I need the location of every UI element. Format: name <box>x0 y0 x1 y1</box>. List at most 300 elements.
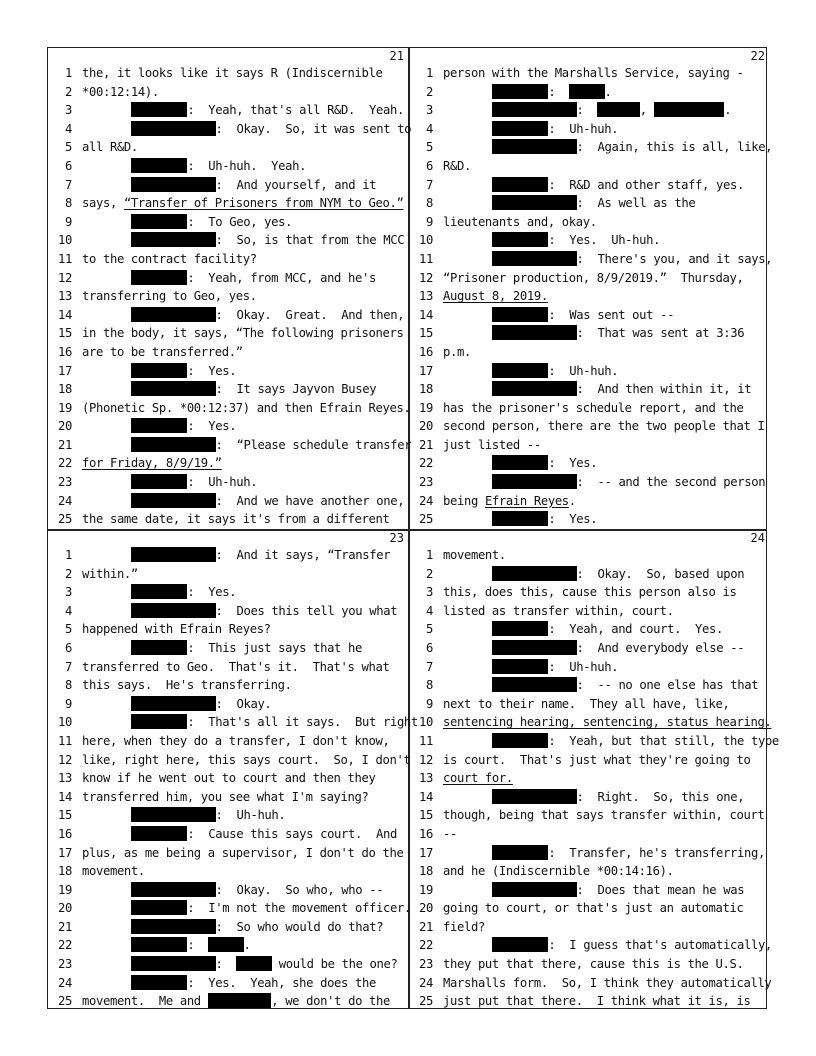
text-segment <box>82 827 131 841</box>
transcript-line <box>409 138 773 157</box>
transcript-line <box>409 695 769 714</box>
line-number: 11 <box>419 733 433 748</box>
line-text <box>443 769 513 788</box>
redaction-box <box>492 937 548 952</box>
line-number: 7 <box>65 177 72 192</box>
redaction-box <box>131 975 187 990</box>
text-segment: know if he went out to court and then they <box>82 771 376 786</box>
transcript-line <box>409 974 772 993</box>
line-number: 7 <box>426 659 433 674</box>
text-segment <box>443 382 492 396</box>
line-number: 25 <box>419 512 433 527</box>
line-number: 4 <box>65 603 72 618</box>
line-number: 8 <box>65 196 72 211</box>
line-text <box>443 231 660 250</box>
page-number: 24 <box>750 531 765 545</box>
line-number: 9 <box>65 214 72 229</box>
line-text <box>443 751 750 770</box>
line-text <box>443 492 576 511</box>
line-number: 1 <box>426 66 433 80</box>
line-number: 8 <box>426 678 433 693</box>
line-number: 16 <box>419 344 433 359</box>
transcript-line <box>48 974 408 993</box>
text-segment: -- <box>443 826 457 841</box>
line-number: 20 <box>419 419 433 434</box>
line-text <box>82 64 382 83</box>
redaction-box <box>492 845 548 860</box>
line-text <box>82 120 411 139</box>
redaction-box <box>131 437 216 452</box>
text-segment: all R&D. <box>82 140 138 155</box>
text-segment <box>82 382 131 396</box>
line-number: 6 <box>426 640 433 655</box>
redaction-box <box>131 882 216 897</box>
text-segment: : -- and the second person <box>576 475 766 490</box>
line-number: 12 <box>58 752 72 767</box>
text-segment <box>82 697 131 711</box>
text-segment: listed as transfer within, court. <box>443 603 674 618</box>
line-number: 15 <box>419 326 433 341</box>
transcript-line <box>409 213 769 232</box>
text-segment: though, being that says transfer within, court <box>443 808 765 823</box>
line-text <box>82 306 404 325</box>
redaction-box <box>492 195 577 210</box>
transcript-line <box>409 713 772 732</box>
redaction-box <box>131 493 216 508</box>
transcript-line <box>409 436 769 455</box>
text-segment <box>443 660 492 674</box>
text-segment: : And then within it, it <box>576 382 752 397</box>
text-segment: : Yes. <box>187 585 237 600</box>
line-number: 19 <box>58 400 72 415</box>
text-segment: : I guess that's automatically, <box>548 938 772 953</box>
text-segment: : Okay. Great. And then, <box>215 307 405 322</box>
line-number: 18 <box>419 864 433 879</box>
line-number: 25 <box>419 994 433 1009</box>
line-text <box>82 380 376 399</box>
text-segment: : Yeah, and court. Yes. <box>548 622 724 637</box>
text-segment: like, right here, this says court. So, I don't <box>82 752 411 767</box>
text-segment: : I'm not the movement officer. <box>187 901 411 916</box>
text-segment <box>443 308 492 322</box>
line-text <box>443 343 471 362</box>
text-segment: : <box>576 103 598 118</box>
line-number: 9 <box>65 696 72 711</box>
transcript-line <box>48 250 408 269</box>
text-segment: : Okay. So, it was sent to <box>215 121 412 136</box>
redaction-box <box>492 232 548 247</box>
text-segment: the same date, it says it's from a different <box>82 512 390 527</box>
line-text <box>443 658 618 677</box>
transcript-line <box>48 176 408 195</box>
text-segment: person with the Marshalls Service, saying - <box>443 66 744 80</box>
text-segment <box>82 957 131 971</box>
line-number: 7 <box>65 659 72 674</box>
transcript-line <box>48 918 408 937</box>
text-segment <box>443 641 492 655</box>
text-segment: . <box>243 938 251 953</box>
text-segment <box>443 846 492 860</box>
transcript-line <box>409 510 769 529</box>
redaction-box <box>492 251 577 266</box>
text-segment <box>82 122 131 136</box>
text-segment <box>443 790 492 804</box>
text-segment: : Yeah, from MCC, and he's <box>187 270 376 285</box>
text-segment <box>443 140 492 154</box>
page-number: 23 <box>389 531 404 545</box>
transcript-line <box>48 417 408 436</box>
line-number: 24 <box>419 493 433 508</box>
line-text <box>82 881 383 900</box>
redaction-box <box>654 102 725 117</box>
line-number: 9 <box>426 214 433 229</box>
transcript-line <box>48 583 408 602</box>
text-segment: is court. That's just what they're going to <box>443 752 751 767</box>
redaction-box <box>131 919 216 934</box>
transcript-line <box>409 324 769 343</box>
line-number: 20 <box>58 901 72 916</box>
text-segment: : So who would do that? <box>215 919 384 934</box>
redaction-box <box>131 232 216 247</box>
line-text <box>443 64 743 83</box>
text-segment: this, does this, cause this person also is <box>443 585 737 600</box>
transcript-line <box>409 806 769 825</box>
page-lines <box>48 64 412 529</box>
transcript-line <box>48 194 408 213</box>
redaction-box <box>131 307 216 322</box>
line-number: 3 <box>426 103 433 118</box>
line-number: 3 <box>65 103 72 118</box>
redaction-box <box>492 381 577 396</box>
redaction-box <box>492 102 577 117</box>
line-number: 12 <box>419 752 433 767</box>
text-segment: being <box>443 493 485 508</box>
line-text <box>82 788 369 807</box>
text-segment: : Yes. Yeah, she does the <box>187 975 376 990</box>
transcript-line <box>48 881 408 900</box>
line-text <box>82 992 390 1011</box>
line-text <box>82 583 236 602</box>
line-number: 18 <box>58 864 72 879</box>
transcript-line <box>48 936 408 955</box>
redaction-box <box>208 993 271 1008</box>
line-number: 24 <box>58 493 72 508</box>
line-text <box>82 936 251 955</box>
redaction-box <box>492 789 577 804</box>
text-segment <box>82 808 131 822</box>
text-segment: just put that there. I think what it is, is <box>443 994 751 1009</box>
line-text <box>82 343 243 362</box>
redaction-box <box>597 102 639 117</box>
transcript-line <box>48 231 408 250</box>
line-number: 9 <box>426 696 433 711</box>
transcript-line <box>48 306 408 325</box>
text-segment: : Yeah, but that still, the type <box>548 733 779 748</box>
text-segment <box>82 920 131 934</box>
line-text <box>82 454 222 473</box>
text-segment: : Uh-huh. Yeah. <box>187 158 307 173</box>
text-segment <box>82 438 131 452</box>
line-number: 13 <box>419 289 433 304</box>
text-segment <box>82 233 131 247</box>
line-text <box>443 695 730 714</box>
text-segment: : So, is that from the MCC <box>215 233 405 248</box>
text-segment <box>82 159 131 173</box>
line-text <box>443 287 548 306</box>
line-number: 5 <box>65 622 72 637</box>
line-text <box>82 918 383 937</box>
text-segment <box>82 641 131 655</box>
transcript-line <box>409 231 769 250</box>
line-text <box>82 713 418 732</box>
line-number: 23 <box>419 475 433 490</box>
redaction-box <box>131 418 187 433</box>
line-text <box>443 250 772 269</box>
transcript-line <box>48 676 408 695</box>
text-segment <box>443 252 492 266</box>
text-segment: transferred to Geo. That's it. That's what <box>82 659 390 674</box>
redaction-box <box>492 307 548 322</box>
line-number: 2 <box>65 84 72 99</box>
text-segment: : And it says, “Transfer <box>215 548 391 562</box>
redaction-box <box>131 547 216 562</box>
text-segment: : <box>548 84 570 99</box>
transcript-line <box>48 695 408 714</box>
line-text <box>82 974 376 993</box>
line-text <box>443 732 779 751</box>
redaction-box <box>131 214 187 229</box>
transcript-line <box>409 936 772 955</box>
line-text <box>82 955 398 974</box>
redaction-box <box>131 714 187 729</box>
line-number: 3 <box>426 585 433 600</box>
transcript-page <box>409 48 773 529</box>
text-segment: movement. <box>443 548 506 562</box>
transcript-line <box>409 788 769 807</box>
redaction-box <box>131 603 216 618</box>
transcript-sheet <box>47 47 779 1009</box>
line-number: 8 <box>426 196 433 211</box>
text-segment <box>443 938 492 952</box>
text-segment <box>443 456 492 470</box>
text-segment <box>82 604 131 618</box>
text-segment: : Cause this says court. And <box>187 826 397 841</box>
text-segment: : That's all it says. But right <box>187 715 418 730</box>
text-segment: to the contract facility? <box>82 251 257 266</box>
line-number: 23 <box>58 475 72 490</box>
line-text <box>82 565 138 584</box>
line-text <box>443 565 744 584</box>
line-number: 21 <box>58 437 72 452</box>
text-segment <box>443 567 492 581</box>
text-segment: in the body, it says, “The following prisoners <box>82 326 404 341</box>
transcript-line <box>48 380 408 399</box>
line-number: 17 <box>419 363 433 378</box>
line-number: 4 <box>65 121 72 136</box>
transcript-line <box>48 862 408 881</box>
line-text <box>443 602 674 621</box>
line-text <box>443 306 674 325</box>
line-text <box>82 287 257 306</box>
text-segment: would be the one? <box>271 957 398 972</box>
line-number: 2 <box>426 84 433 99</box>
line-text <box>82 324 403 343</box>
redaction-box <box>131 158 187 173</box>
text-segment <box>82 715 131 729</box>
line-text <box>82 676 292 695</box>
redaction-box <box>131 807 216 822</box>
text-segment <box>82 215 131 229</box>
transcript-line <box>48 620 408 639</box>
line-text <box>82 83 159 102</box>
line-number: 13 <box>58 771 72 786</box>
transcript-line <box>409 287 769 306</box>
line-text <box>443 213 597 232</box>
text-segment: Marshalls form. So, I think they automatically <box>443 975 772 990</box>
text-segment: happened with Efrain Reyes? <box>82 622 271 637</box>
transcript-line <box>409 417 769 436</box>
line-number: 14 <box>419 307 433 322</box>
text-segment: : And we have another one, <box>215 493 405 508</box>
text-segment: : And everybody else -- <box>576 640 745 655</box>
transcript-line <box>409 565 769 584</box>
text-segment <box>443 734 492 748</box>
transcript-line <box>409 269 769 288</box>
line-number: 19 <box>419 882 433 897</box>
line-text <box>82 194 403 213</box>
line-text <box>82 658 389 677</box>
line-number: 24 <box>419 975 433 990</box>
redaction-box <box>131 696 216 711</box>
transcript-line <box>48 751 411 770</box>
transcript-line <box>48 713 418 732</box>
transcript-line <box>48 825 408 844</box>
redaction-box <box>492 363 548 378</box>
text-segment: has the prisoner's schedule report, and the <box>443 400 744 415</box>
transcript-line <box>409 676 769 695</box>
line-number: 10 <box>58 715 72 730</box>
line-number: 22 <box>419 938 433 953</box>
line-number: 17 <box>58 845 72 860</box>
text-segment: . <box>604 84 612 99</box>
line-text <box>82 751 410 770</box>
transcript-line <box>48 769 408 788</box>
transcript-line <box>409 343 769 362</box>
redaction-box <box>131 956 216 971</box>
line-number: 8 <box>65 678 72 693</box>
redaction-box <box>492 659 548 674</box>
text-segment <box>82 419 131 433</box>
line-number: 13 <box>419 771 433 786</box>
line-number: 12 <box>58 270 72 285</box>
text-segment: second person, there are the two people that I <box>443 419 765 434</box>
text-segment <box>82 548 131 562</box>
line-number: 21 <box>58 919 72 934</box>
text-segment <box>82 585 131 599</box>
line-number: 6 <box>65 158 72 173</box>
redaction-box <box>492 882 577 897</box>
line-text <box>443 899 743 918</box>
text-segment: : There's you, and it says, <box>576 251 773 266</box>
text-segment <box>82 938 131 952</box>
line-number: 17 <box>58 363 72 378</box>
text-segment: p.m. <box>443 344 471 359</box>
transcript-line <box>48 639 408 658</box>
line-text <box>82 213 292 232</box>
line-number: 2 <box>65 566 72 581</box>
line-text <box>443 436 541 455</box>
line-number: 4 <box>426 603 433 618</box>
line-text <box>443 380 751 399</box>
transcript-line <box>48 788 408 807</box>
redaction-box <box>131 584 187 599</box>
text-segment: : Okay. So, based upon <box>576 566 745 581</box>
text-segment <box>443 122 492 136</box>
line-text <box>443 676 758 695</box>
line-text <box>82 510 389 529</box>
line-number: 24 <box>58 975 72 990</box>
transcript-line <box>409 583 769 602</box>
line-text <box>82 844 403 863</box>
redaction-box <box>492 640 577 655</box>
text-segment: : Yes. <box>187 419 237 434</box>
transcript-line <box>48 992 408 1011</box>
line-text <box>443 362 618 381</box>
text-segment: : Again, this is all, like, <box>576 140 773 155</box>
line-number: 25 <box>58 512 72 527</box>
text-segment: says, <box>82 196 124 211</box>
line-text <box>443 825 457 844</box>
text-segment: movement. <box>82 864 145 879</box>
line-number: 15 <box>58 808 72 823</box>
text-segment: : Yes. <box>548 456 598 471</box>
line-text <box>443 583 736 602</box>
text-segment: plus, as me being a supervisor, I don't do the <box>82 845 404 860</box>
line-text <box>443 639 744 658</box>
line-text <box>82 899 411 918</box>
line-text <box>82 806 285 825</box>
line-text <box>443 454 597 473</box>
line-number: 11 <box>58 733 72 748</box>
text-segment <box>82 271 131 285</box>
redaction-box <box>492 177 548 192</box>
line-text <box>443 138 772 157</box>
text-segment: : Was sent out -- <box>548 307 675 322</box>
redaction-box <box>492 139 577 154</box>
line-text <box>82 362 236 381</box>
line-text <box>443 936 772 955</box>
text-segment: lieutenants and, okay. <box>443 214 597 229</box>
text-segment: : Transfer, he's transferring, <box>548 845 765 860</box>
redaction-box <box>492 474 577 489</box>
line-text <box>82 269 376 288</box>
transcript-line <box>48 324 408 343</box>
transcript-line <box>409 955 769 974</box>
line-number: 2 <box>426 566 433 581</box>
transcript-line <box>48 83 408 102</box>
page-number: 21 <box>389 49 404 63</box>
text-segment: *00:12:14). <box>82 84 159 99</box>
redaction-box <box>492 621 548 636</box>
line-text <box>443 83 612 102</box>
transcript-line <box>409 473 769 492</box>
text-segment <box>82 883 131 897</box>
text-segment: the, it looks like it says R (Indiscernible <box>82 66 383 80</box>
text-segment: : It says Jayvon Busey <box>215 382 377 397</box>
transcript-line <box>48 362 408 381</box>
line-number: 23 <box>419 957 433 972</box>
line-number: 10 <box>419 715 433 730</box>
